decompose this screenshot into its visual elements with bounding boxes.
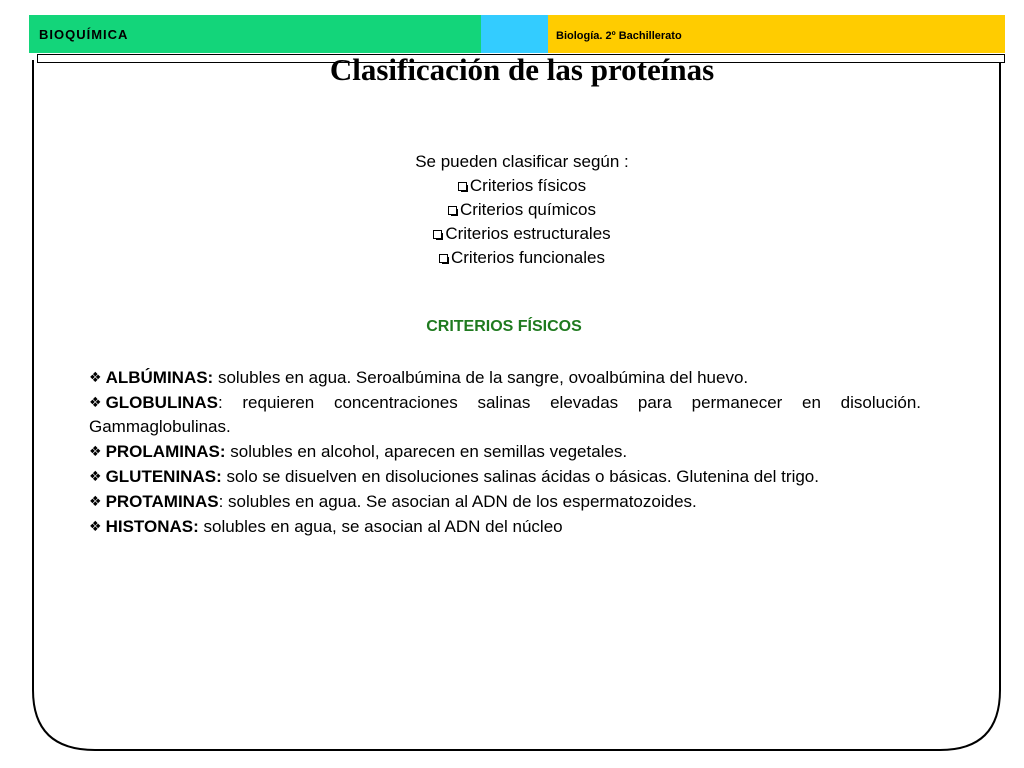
- list-item-term: PROLAMINAS:: [105, 442, 226, 461]
- header-subject-label: BIOQUÍMICA: [39, 27, 129, 42]
- intro-item: [0, 222, 1024, 246]
- list-item-text: solubles en agua, se asocian al ADN del núcleo: [198, 517, 563, 536]
- diamond-bullet-icon: ❖: [89, 468, 102, 484]
- header-course-label: Biología. 2º Bachillerato: [556, 30, 682, 42]
- diamond-bullet-icon: ❖: [89, 443, 102, 459]
- intro-item-label: Criterios químicos: [459, 200, 597, 219]
- list-item-text: solubles en alcohol, aparecen en semillas vegetales.: [225, 442, 628, 461]
- diamond-bullet-icon: ❖: [89, 493, 102, 509]
- intro-item: [0, 246, 1024, 270]
- checkbox-icon: [439, 254, 448, 263]
- intro-block: [0, 150, 1024, 270]
- section-heading: CRITERIOS FÍSICOS: [426, 318, 582, 335]
- list-item-text: : requieren concentraciones salinas elevadas para permanecer en disolución. Gammaglobulinas.: [89, 393, 921, 436]
- protein-list: [89, 365, 921, 539]
- checkbox-icon: [433, 230, 442, 239]
- page-title: Clasificación de las proteínas: [329, 52, 715, 87]
- diamond-bullet-icon: ❖: [89, 518, 102, 534]
- header-band-blue: [481, 15, 548, 53]
- intro-item: [0, 174, 1024, 198]
- list-item: [89, 439, 921, 464]
- list-item-text: : solubles en agua. Se asocian al ADN de los espermatozoides.: [218, 492, 697, 511]
- list-item: [89, 390, 921, 439]
- list-item: [89, 365, 921, 390]
- checkbox-icon: [458, 182, 467, 191]
- intro-item-label: Criterios estructurales: [445, 224, 611, 243]
- diamond-bullet-icon: ❖: [89, 394, 102, 410]
- intro-item-label: Criterios funcionales: [450, 248, 605, 267]
- list-item: [89, 464, 921, 489]
- list-item-term: GLUTENINAS:: [105, 467, 222, 486]
- list-item-term: ALBÚMINAS:: [105, 368, 214, 387]
- header-band: [29, 15, 1005, 53]
- list-item-term: GLOBULINAS: [105, 393, 218, 412]
- intro-item-label: Criterios físicos: [469, 176, 587, 195]
- list-item-term: HISTONAS:: [105, 517, 199, 536]
- list-item-term: PROTAMINAS: [105, 492, 219, 511]
- diamond-bullet-icon: ❖: [89, 369, 102, 385]
- intro-item: [0, 198, 1024, 222]
- list-item-text: solubles en agua. Seroalbúmina de la sangre, ovoalbúmina del huevo.: [213, 368, 749, 387]
- intro-lead: Se pueden clasificar según :: [415, 152, 629, 171]
- list-item: [89, 489, 921, 514]
- list-item-text: solo se disuelven en disoluciones salinas ácidas o básicas. Glutenina del trigo.: [221, 467, 819, 486]
- checkbox-icon: [448, 206, 457, 215]
- list-item: [89, 514, 921, 539]
